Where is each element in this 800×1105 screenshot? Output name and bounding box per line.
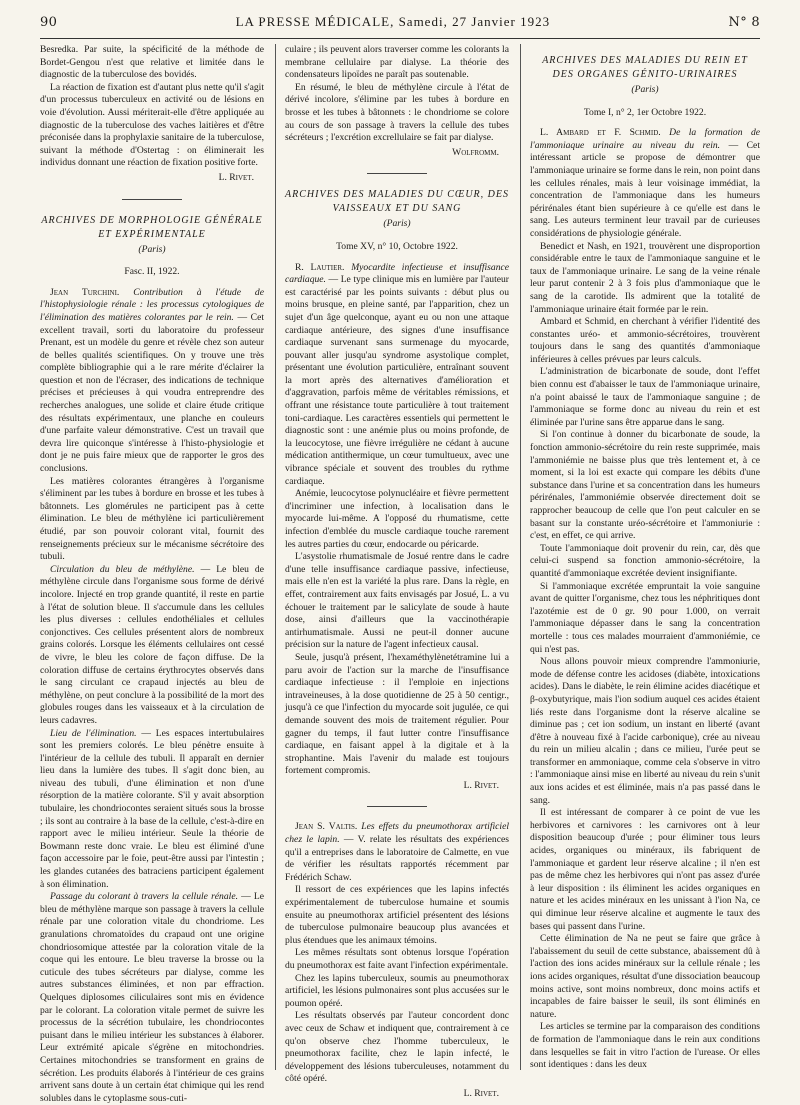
paragraph: Les résultats observés par l'auteur concordent donc avec ceux de Schaw et indiquent que, contrairement à ce qu'on observe chez l'homme tuberculeux, le pneumothorax facilite, chez le lapin infecté, le développement des lésions tuberculeuses, notamment du côté opéré. — [285, 1010, 509, 1085]
paragraph: Chez les lapins tuberculeux, soumis au pneumothorax artificiel, les lésions pulmonaires sont plus accusées sur le poumon opéré. — [285, 972, 509, 1009]
section-place: (Paris) — [138, 243, 166, 255]
paragraph: Si l'ammoniaque excrétée empruntait la voie sanguine avant de quitter l'organisme, chez tous les néphritiques dont l'azotémie est de 0 gr. 90 pour 1.000, on verrait l'ammoniaque dépasser dans le sang la concentration mortelle : tous ces malades mourraient d'ammoniémie, ce qui n'est pas. — [530, 580, 760, 655]
issue-line: Tome XV, n° 10, Octobre 1922. — [336, 240, 458, 252]
paragraph: L'asystolie rhumatismale de Josué rentre dans le cadre d'une telle insuffisance cardiaque passive, infectieuse, mais elle n'en est la variété la plus rare. Dans la règle, en effet, contrairement aux faits envisagés par Josué, L. a vu échouer le traitement par le salicylate de soude à haute dose, ainsi d'ailleurs que la vaccinothérapie antirhumatismale. Aussi ne peut-il donner aucune précision sur la nature de l'agent infectieux causal. — [285, 551, 509, 651]
article-title: Contribution à l'étude de l'histophysiologie rénale : les processus cytologiques de l'élimination des matières colorantes par le rein. — [40, 286, 264, 323]
subheading: Passage du colorant à travers la cellule rénale. — [50, 891, 238, 903]
article-paragraph — [530, 127, 760, 240]
paragraph: Anémie, leucocytose polynucléaire et fièvre permettent d'incriminer une infection, à localisation dans le myocarde lui-même. A l'opposé du rhumatisme, cette infection d'emblée du muscle cardiaque touche rarement les autres parties du cœur, endocarde ou péricarde. — [285, 488, 509, 550]
article-author: Jean S. Valtis. — [295, 821, 358, 833]
issue-line: Tome I, n° 2, 1er Octobre 1922. — [583, 106, 707, 118]
article-title: Myocardite infectieuse et insuffisance cardiaque. — [285, 261, 510, 286]
paragraph: Ambard et Schmid, en cherchant à vérifier l'identité des constantes uréo- et ammonio-sécrétoires, trouvèrent toujours dans le sang des quantités d'ammoniaque inférieures à celles prévues par leurs calculs. — [530, 316, 760, 365]
paragraph: Les matières colorantes étrangères à l'organisme s'éliminent par les tubes à bordure en brosse et les tubes à bâtonnets. Les glomérules ne participent pas à cette élimination. Le bleu de méthylène ici particulièrement étudié, par son pouvoir colorant vital, fournit des renseignements précieux sur le mécanisme sécrétoire des tubuli. — [40, 475, 264, 563]
paragraph: En résumé, le bleu de méthylène circule à l'état de dérivé incolore, s'élimine par les tubes à bordure en brosse et les tubes à bâtonnets : le chondriome se colore au cours de son passage à travers la cellule des tubes sécréteurs ; l'excrétion excrellulaire se fait par dialyse. — [285, 81, 509, 144]
paragraph: Toute l'ammoniaque doit provenir du rein, car, dès que celui-ci suspend sa fonction ammonio-sécrétoire, la quantité d'ammoniaque excrétée devient insignifiante. — [530, 542, 760, 579]
paragraph: Nous allons pouvoir mieux comprendre l'ammoniurie, mode de défense contre les acidoses (diabète, intoxications acides). Dans le diabète, le rein élimine acides diacétique et β-oxybutyrique, mais l'ion sodium auquel ces acides étaient liés reste dans l'organisme dont la réserve alcaline se diminue pas ; cet ion sodium, un instant en liberté (avant d'être à nouveau fixé à l'acide carbonique), crée au niveau du rein un milieu alcalin ; dans ce milieu, l'urée peut se transformer en ammoniaque, comme cela s'observe in vitro : l'ammoniaque ainsi mise en liberté au niveau du rein s'unit aux ions acides et est éliminée, mais n'a pas passé dans le sang. — [530, 656, 760, 806]
section-divider — [122, 199, 182, 200]
paragraph-text: — Le bleu de méthylène circule dans l'organisme sous forme de dérivé incolore. Injecté en trop grande quantité, il reste en partie à l'état de solution bleue. Il s'accumule dans les cellules les plus diverses : cellules endothéliales et cellules conjonctives. Ces cellules présentent alors de nombreux grains colorés. Lorsque les éléments cellulaires ont cessé de vivre, le bleu les colore de façon diffuse. De la coloration diffuse de certains érythrocytes observés dans le sang circulant ce crapaud injectés au bleu de méthylène, on peut conclure à la possibilité de la mort des globules rouges dans les vaisseaux et à la circulation de leurs cadavres. — [40, 563, 264, 726]
journal-title: LA PRESSE MÉDICALE, Samedi, 27 Janvier 1923 — [235, 14, 551, 29]
page-number: 90 — [40, 15, 58, 30]
paragraph: Benedict et Nash, en 1921, trouvèrent une disproportion considérable entre le taux de l'ammoniaque sanguine et le taux de l'ammoniaque urinaire. Le sang de la veine rénale leur parut contenir 2 à 3 fois plus d'ammoniaque que le sang de la carotide. Ils admirent que la totalité de l'ammoniaque urinaire était formée par le rein. — [530, 240, 760, 315]
paragraph — [40, 891, 264, 1105]
article-text: — Cet intéressant article se propose de démontrer que l'ammoniaque urinaire se forme dans le rein, non point dans les cellules rénales, mais à leur voisinage immédiat, la concentration de l'ammoniaque dans les humeurs périrénales étant bien supérieure à ce qu'elle est dans le sang. Les auteurs terminent leur travail par de curieuses considérations de physiologie générale. — [530, 139, 760, 239]
article-author: Jean Turchini. — [50, 286, 120, 298]
section-title: ARCHIVES DE MORPHOLOGIE GÉNÉRALE ET EXPÉRIMENTALE — [41, 214, 263, 240]
section-title: ARCHIVES DES MALADIES DU REIN ET DES ORGANES GÉNITO-URINAIRES — [542, 55, 748, 80]
section-divider — [367, 173, 427, 174]
signature: L. Rivet. — [218, 171, 254, 183]
column-1 — [40, 44, 265, 1104]
article-author: L. Ambard et F. Schmid. — [540, 127, 661, 139]
column-2 — [285, 44, 510, 1099]
paragraph: Il ressort de ces expériences que les lapins infectés expérimentalement de tuberculose humaine et soumis ensuite au pneumothorax artificiel présentent des lésions de tuberculose pulmonaire beaucoup plus avancées et plus étendues que les animaux témoins. — [285, 884, 509, 946]
section-divider — [367, 806, 427, 807]
paragraph — [40, 728, 264, 892]
paragraph: Cette élimination de Na ne peut se faire que grâce à l'abaissement du seuil de cette substance, abaissement dû à l'action des ions acides minéraux sur la cellule rénale ; les ions acides organiques, résultat d'une dissociation beaucoup moins active, sont moins nombreux, donc moins actifs et incapables de faire baisser le seuil, ils sont éliminés en nature. — [530, 933, 760, 1020]
article-title: Les effets du pneumothorax artificiel chez le lapin. — [285, 821, 509, 846]
issue-number: N° 8 — [728, 15, 760, 30]
issue-line: Fasc. II, 1922. — [124, 266, 180, 278]
article-text: — V. relate les résultats des expériences qu'il a entreprises dans le laboratoire de Calmette, en vue de vérifier les résultats rapportés récemment par Frédérich Schaw. — [285, 834, 509, 883]
page-header — [40, 14, 760, 36]
article-paragraph — [285, 821, 509, 884]
paragraph: Les articles se termine par la comparaison des conditions de formation de l'ammoniaque dans le rein aux conditions dans lesquelles se fait in vitro l'action de l'urease. Or elles sont identiques : dans les deux — [530, 1021, 760, 1071]
article-text: — Le type clinique mis en lumière par l'auteur est caractérisé par les points suivants : début plus ou moins brusque, en pleine santé, par l'apparition, chez un sujet d'un âge quelconque, ayant eu ou non une attaque cardiaque antérieure, des signes d'une insuffisance cardiaque survenant sans surmenage du myocarde, pouvant aller jusqu'au syndrome asystolique complet, présentant une évolution particulière, entraînant souvent la mort après des alternatives d'amélioration et d'aggravation, parfois même de véritables rémissions, et offrant une résistance toute particulière à tout traitement toni-cardiaque. Les caractères essentiels qui permettent le diagnostic sont : une anémie plus ou moins profonde, de la leucocytose, une fièvre irrégulière ne cédant à aucune médication antithermique, un cœur tumultueux, avec une vibrance spéciale et souvent des troubles du rythme cardiaque. — [285, 274, 510, 487]
column-divider — [520, 44, 521, 1070]
signature: L. Rivet. — [463, 779, 499, 791]
paragraph: Il est intéressant de comparer à ce point de vue les herbivores et carnivores : les carnivores ont à leur disposition beaucoup d'urée ; pour éliminer tous leurs acides, organiques ou minéraux, ils fabriquent de l'ammoniaque et gardent leur réserve alcaline ; il n'en est pas de même chez les herbivores qui n'ont pas assez d'urée à leur disposition : ils éliminent les acides organiques en nature et les acides minéraux en les unissant à l'ion Na, ce qui diminue leur réserve alcaline et augmente le taux des bases qui passent dans l'urine. — [530, 807, 760, 932]
article-author: R. Lautier. — [295, 261, 345, 273]
header-rule — [40, 38, 760, 39]
paragraph: Seule, jusqu'à présent, l'hexaméthylènetétramine lui a paru avoir de l'action sur la marche de l'insuffisance cardiaque infectieuse : il l'emploie en injections intraveineuses, à la dose quotidienne de 25 à 50 centigr., jusqu'à ce que l'infection du myocarde soit jugulée, ce qui demande souvent des mois de traitement régulier. Pour gagner du temps, il faut lutter contre l'insuffisance cardiaque, en faisant appel à la digitale et à la strophantine. Mais l'avenir du malade est toujours fortement compromis. — [285, 651, 509, 777]
paragraph-text: — Le bleu de méthylène marque son passage à travers la cellule rénale par une coloration vitale du chondriome. Les granulations chromatoïdes du crapaud ont une origine chondriosomique attestée par la coloration vitale de la coque qui les entoure. Le bleu traverse la brosse ou la cuticule des tubes sécréteurs par dialyse, comme les autres substances éliminées, et non par effraction. Quelques diplosomes ciliculaires sont mis en évidence par le colorant. La coloration vitale permet de suivre les processus de la sécrétion tubulaire, les chondriocontes puisant dans le milieu intérieur les substances à élaborer. Leur extrémité apicale s'égrène en mitochondries. Certaines mitochondries se transforment en grains de sécrétion. Les produits élaborés à l'intérieur de ces grains arrivent sans doute à un certain état chimique qui les rend solubles dans le cytoplasme sous-cuti- — [40, 891, 264, 1104]
paragraph: L'administration de bicarbonate de soude, dont l'effet bien connu est d'abaisser le taux de l'ammoniaque urinaire, n'a point abaissé le taux de l'ammoniaque sanguine ; de l'ammoniaque se forme donc au niveau du rein et est éliminée par l'urine sans être apparue dans le sang. — [530, 366, 760, 428]
article-paragraph — [285, 262, 509, 489]
signature: Wolfromm. — [452, 146, 499, 158]
article-paragraph — [40, 287, 264, 476]
paragraph: La réaction de fixation est d'autant plus nette qu'il s'agit d'un processus tuberculeux en activité ou de lésions en voie d'évolution. Aussi mériterait-elle d'être appliquée au diagnostic de la tuberculose des vaches laitières et d'être préconisée dans la prophylaxie sanitaire de la tuberculose, suivant la méthode d'Ostertag : on éliminerait les individus donnant une réaction de fixation positive forte. — [40, 81, 264, 169]
column-3 — [530, 44, 760, 1070]
subheading: Lieu de l'élimination. — [50, 727, 137, 739]
paragraph: culaire ; ils peuvent alors traverser comme les colorants la membrane cellulaire par dialyse. La théorie des condensateurs lipoïdes ne paraît pas soutenable. — [285, 44, 509, 81]
section-title: ARCHIVES DES MALADIES DU CŒUR, DES VAISSEAUX ET DU SANG — [285, 189, 509, 215]
paragraph: Besredka. Par suite, la spécificité de la méthode de Bordet-Gengou n'est que relative et limitée dans le diagnostic de la tuberculose des bovidés. — [40, 44, 264, 81]
article-text: — Cet excellent travail, sorti du laboratoire du professeur Prenant, est un modèle du genre et révèle chez son auteur de belles qualités scientifiques. On y trouve une très complète bibliographie qui a le rare mérite d'éclairer la question et non de l'écraser, des indications de technique précises et précieuses à qui voudra entreprendre des recherches analogues, une solide et claire étude critique des résultats expérimentaux, une planche en couleurs d'une parfaite valeur démonstrative. C'est un travail que devra lire quiconque s'intéresse à l'histo-physiologie et dont je ne puis faire mieux que de rapporter le gros des conclusions. — [40, 311, 265, 475]
section-place: (Paris) — [383, 218, 411, 230]
signature: L. Rivet. — [463, 1087, 499, 1099]
paragraph-text: — Les espaces intertubulaires sont les premiers colorés. Le bleu pénètre ensuite à l'intérieur de la cellule des tubuli. Il apparaît en dernier lieu dans la lumière des tubes. Il s'agit donc bien, au niveau des tubuli, d'une élimination et non d'une résorption de la matière colorante. S'il y avait absorption tubulaire, les chondriocontes seraient situés sous la brosse ; ils sont au contraire à la base de la cellule, c'est-à-dire en rapport avec le milieu intérieur. Seule la théorie de Bowmann reste donc vraie. Le bleu est éliminé d'une façon accessoire par le foie, peut-être aussi par l'intestin ; les glandes cutanées des batraciens participent également à son élimination. — [40, 727, 264, 890]
paragraph: Si l'on continue à donner du bicarbonate de soude, la fonction ammonio-sécrétoire du rein reste supprimée, mais l'ammoniémie ne baisse plus que très lentement et, à ce moment, si la loi est exacte qui compare les débits d'une substance dans l'urine et sa concentration dans les humeurs périrénales, l'ammoniémie observée directement doit se rapprocher beaucoup de celle que l'on peut calculer en se basant sur la constante uréo-sécrétoire et l'ammoniurie : c'est, en effet, ce qui arrive. — [530, 429, 760, 542]
subheading: Circulation du bleu de méthylène. — [50, 563, 195, 575]
paragraph: Les mêmes résultats sont obtenus lorsque l'opération du pneumothorax est faite avant l'infection expérimentale. — [285, 947, 509, 971]
paragraph — [40, 564, 264, 728]
article-title: De la formation de l'ammoniaque urinaire au niveau du rein. — [530, 127, 761, 151]
section-place: (Paris) — [631, 84, 659, 95]
column-divider — [275, 44, 276, 1070]
